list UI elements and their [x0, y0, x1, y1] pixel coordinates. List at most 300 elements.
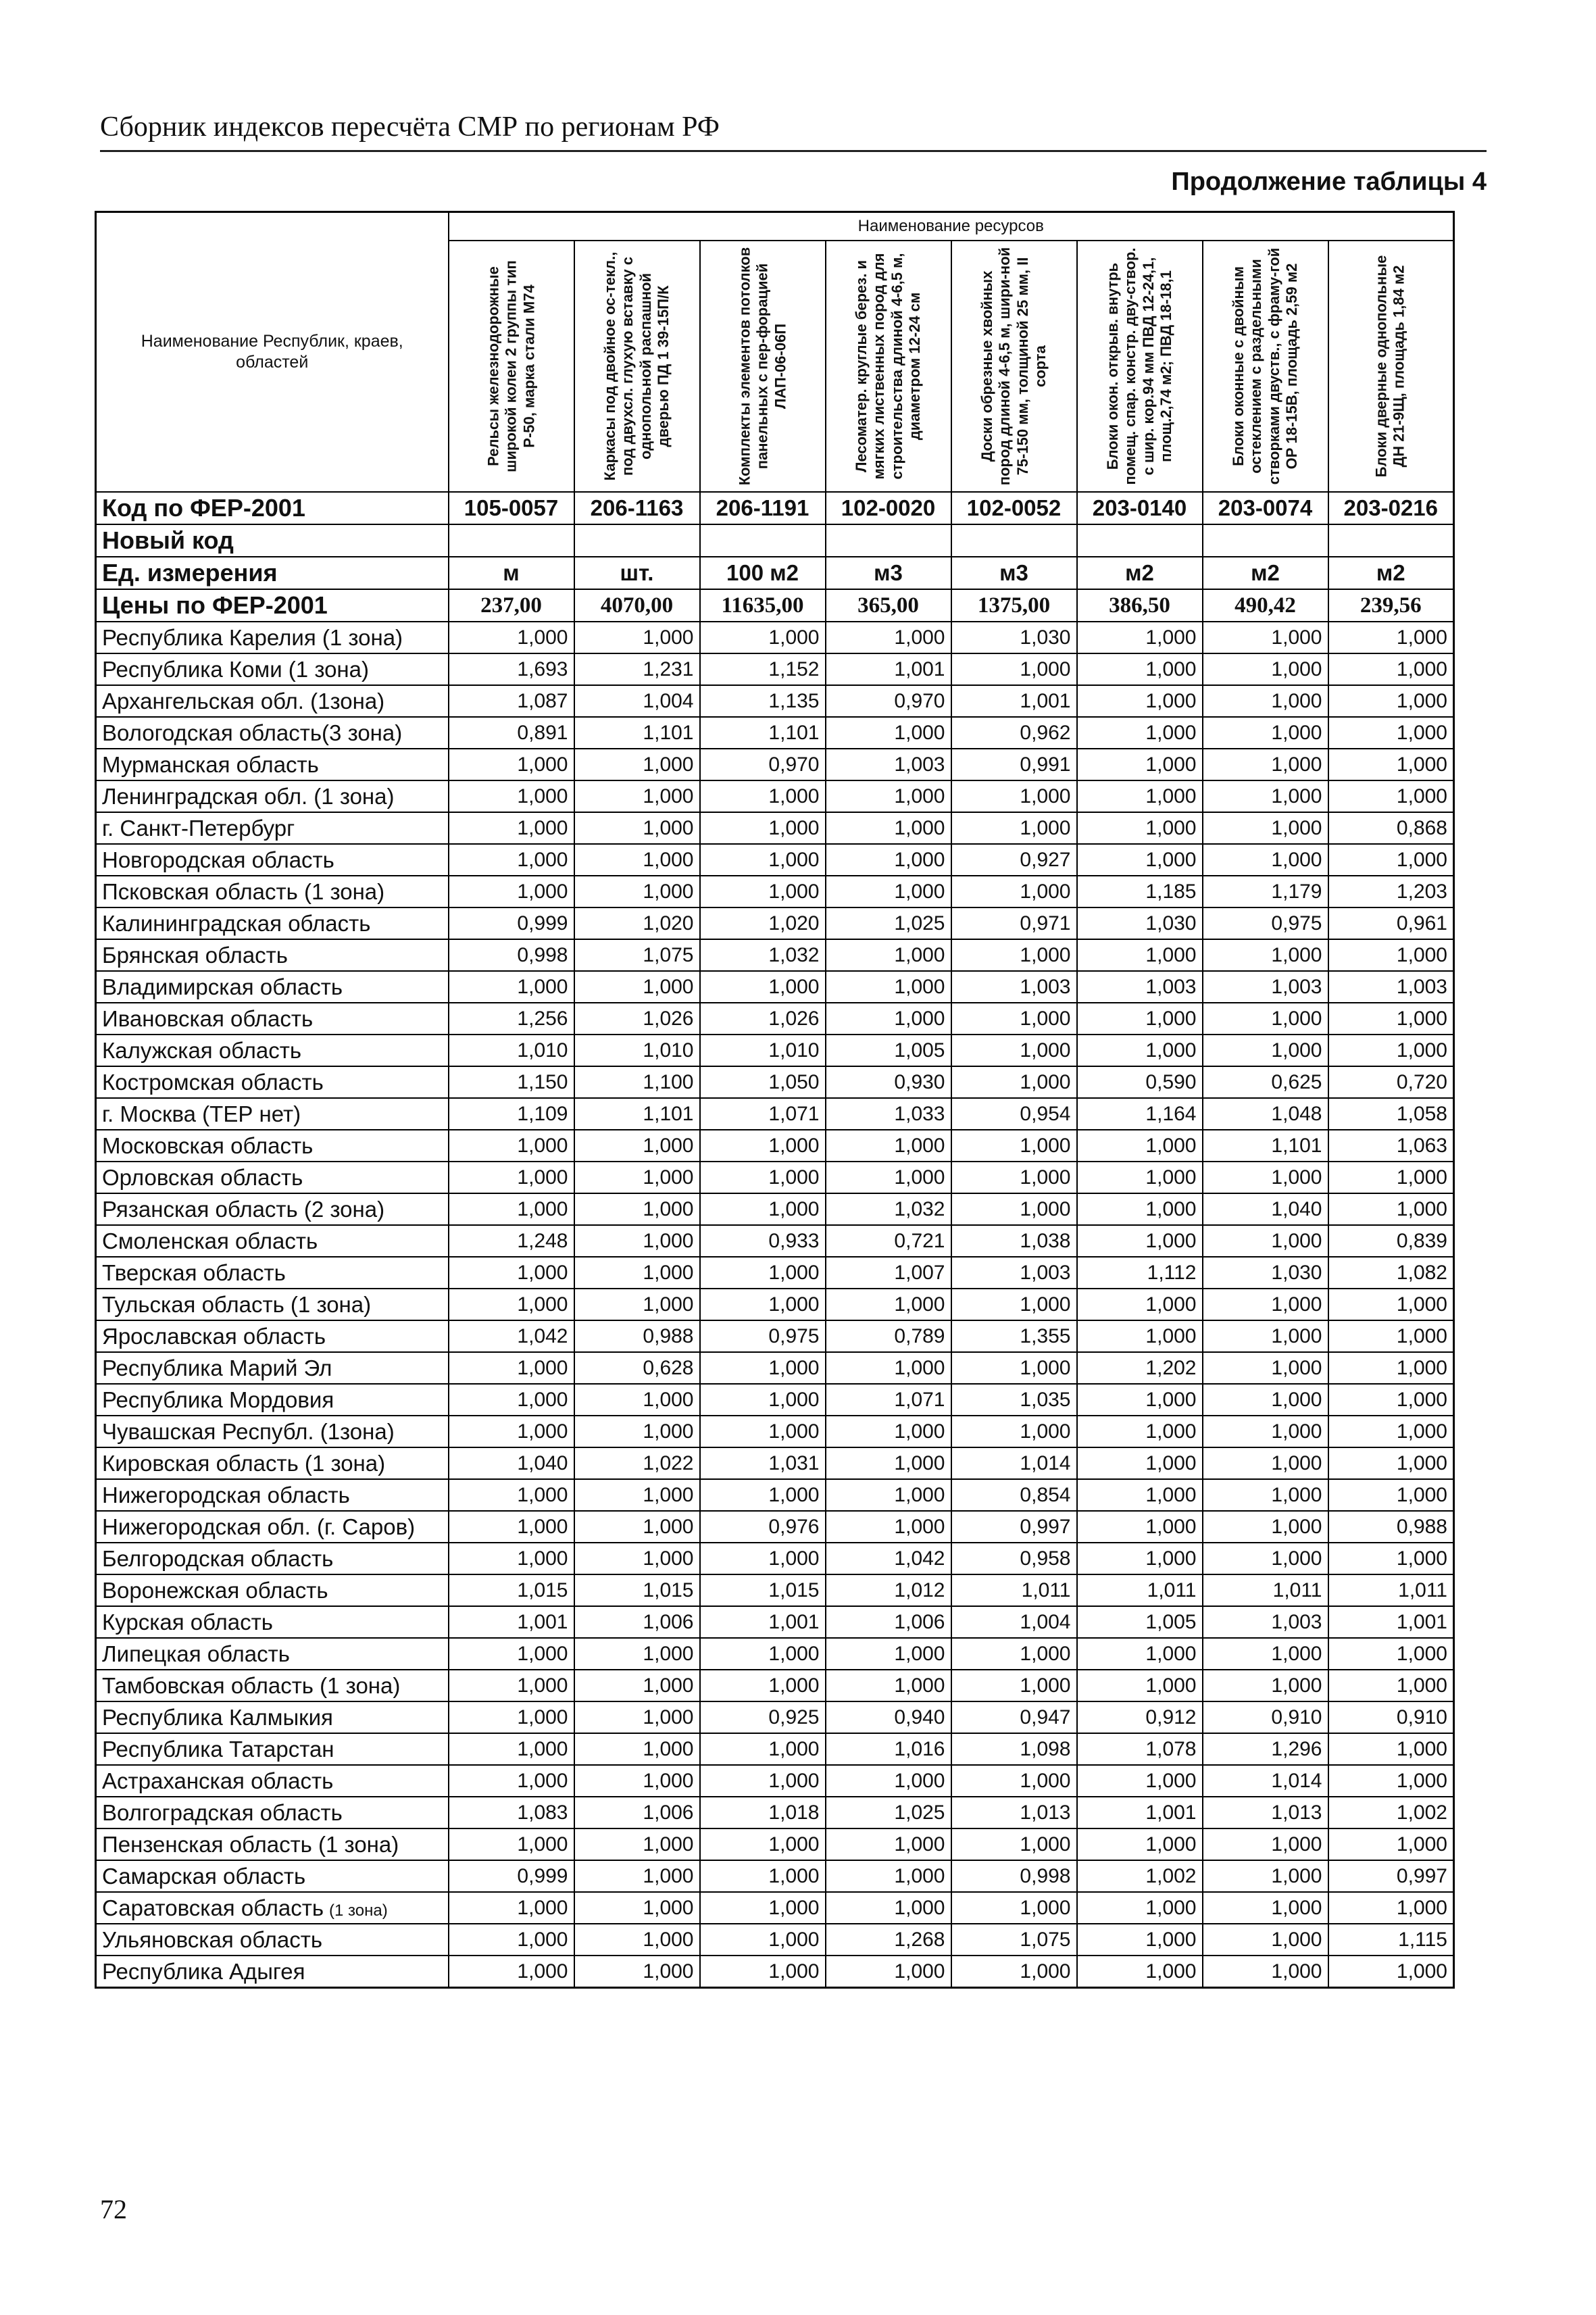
index-cell: 1,000 [1077, 1225, 1203, 1257]
index-cell: 1,000 [700, 1828, 826, 1860]
meta-cell: м2 [1328, 557, 1454, 589]
index-cell: 0,947 [951, 1701, 1077, 1733]
meta-cell [951, 524, 1077, 557]
index-cell: 1,013 [951, 1797, 1077, 1828]
meta-cell: м2 [1077, 557, 1203, 589]
index-cell: 0,999 [449, 907, 574, 939]
index-cell: 0,971 [951, 907, 1077, 939]
table-row [96, 685, 1454, 717]
index-cell: 1,000 [1328, 1956, 1454, 1988]
table-row [96, 622, 1454, 653]
region-name [96, 1416, 449, 1447]
table-row [96, 1828, 1454, 1860]
index-cell: 1,000 [1077, 685, 1203, 717]
region-name-text: Псковская область (1 зона) [102, 878, 385, 904]
index-cell: 1,007 [826, 1257, 951, 1289]
index-cell: 1,256 [449, 1003, 574, 1035]
meta-row-label: Цены по ФЕР-2001 [96, 589, 449, 622]
index-cell: 1,000 [1077, 1765, 1203, 1797]
index-cell: 1,000 [1203, 717, 1328, 749]
index-cell: 1,000 [951, 1828, 1077, 1860]
index-cell: 1,000 [1203, 1638, 1328, 1670]
region-name-text: Вологодская область(3 зона) [102, 720, 403, 745]
index-cell: 1,000 [1328, 1670, 1454, 1701]
index-cell: 1,000 [1077, 1956, 1203, 1988]
index-cell: 0,940 [826, 1701, 951, 1733]
index-cell: 1,000 [700, 1892, 826, 1924]
index-cell: 1,000 [1328, 622, 1454, 653]
region-name-text: Липецкая область [102, 1641, 290, 1666]
index-cell: 1,000 [826, 1447, 951, 1479]
index-cell: 1,083 [449, 1797, 574, 1828]
index-cell: 1,000 [951, 1193, 1077, 1225]
index-cell: 1,000 [951, 812, 1077, 844]
index-cell: 0,910 [1203, 1701, 1328, 1733]
index-cell: 1,000 [1077, 1416, 1203, 1447]
index-cell: 1,000 [700, 1924, 826, 1956]
table-row [96, 1701, 1454, 1733]
index-cell: 1,002 [1077, 1860, 1203, 1892]
index-cell: 1,014 [1203, 1765, 1328, 1797]
index-cell: 1,000 [574, 1924, 700, 1956]
index-cell: 1,011 [1203, 1574, 1328, 1606]
region-name-text: Республика Татарстан [102, 1736, 334, 1762]
table-row [96, 876, 1454, 907]
meta-cell: 237,00 [449, 589, 574, 622]
index-cell: 1,296 [1203, 1733, 1328, 1765]
index-cell: 1,000 [574, 1225, 700, 1257]
index-cell: 1,020 [700, 907, 826, 939]
index-cell: 0,933 [700, 1225, 826, 1257]
region-name-text: Ульяновская область [102, 1926, 323, 1952]
index-cell: 1,000 [1203, 1352, 1328, 1384]
index-cell: 1,042 [826, 1543, 951, 1574]
index-cell: 1,000 [1328, 1003, 1454, 1035]
index-cell: 0,912 [1077, 1701, 1203, 1733]
index-cell: 0,970 [700, 749, 826, 780]
index-cell: 1,006 [574, 1797, 700, 1828]
region-name [96, 1479, 449, 1511]
table-row [96, 1447, 1454, 1479]
region-name-text: Новгородская область [102, 847, 334, 872]
region-name [96, 1225, 449, 1257]
resource-name-text: Каркасы под двойное ос-текл., под двухсл. глухую вставку с однопольной распашной дверью ПД 1 39-15П/К [601, 251, 672, 481]
index-cell: 1,000 [700, 1733, 826, 1765]
index-cell: 1,000 [1203, 1828, 1328, 1860]
index-cell: 1,000 [1077, 1638, 1203, 1670]
index-cell: 1,000 [449, 622, 574, 653]
index-cell: 1,000 [700, 1289, 826, 1320]
meta-cell: м3 [826, 557, 951, 589]
region-name-text: Калужская область [102, 1037, 302, 1063]
region-name-text: Республика Мордовия [102, 1387, 334, 1412]
index-cell: 1,000 [1203, 1892, 1328, 1924]
index-cell: 1,040 [449, 1447, 574, 1479]
meta-cell: 490,42 [1203, 589, 1328, 622]
index-cell: 1,000 [574, 1765, 700, 1797]
table-row [96, 1289, 1454, 1320]
index-cell: 1,000 [700, 622, 826, 653]
header-rule [100, 150, 1487, 152]
index-cell: 1,003 [1328, 971, 1454, 1003]
index-cell: 1,101 [1203, 1130, 1328, 1162]
resource-name-3 [700, 241, 826, 492]
index-cell: 0,998 [449, 939, 574, 971]
region-name-text: Тульская область (1 зона) [102, 1291, 372, 1317]
region-name [96, 1384, 449, 1416]
index-cell: 1,135 [700, 685, 826, 717]
index-cell: 1,000 [449, 1733, 574, 1765]
index-cell: 1,001 [1077, 1797, 1203, 1828]
resource-name-5 [951, 241, 1077, 492]
table-row [96, 1765, 1454, 1797]
index-cell: 1,100 [574, 1066, 700, 1098]
table-row [96, 780, 1454, 812]
index-cell: 1,179 [1203, 876, 1328, 907]
index-cell: 1,000 [1203, 1416, 1328, 1447]
region-name [96, 1320, 449, 1352]
region-name [96, 1543, 449, 1574]
index-cell: 1,000 [1203, 1162, 1328, 1193]
corner-label: Наименование Республик, краев, областей [96, 212, 449, 493]
table-row [96, 1193, 1454, 1225]
table-row [96, 1003, 1454, 1035]
table-row [96, 1384, 1454, 1416]
table-row [96, 1574, 1454, 1606]
resource-name-6 [1077, 241, 1203, 492]
region-name [96, 1352, 449, 1384]
index-cell: 1,015 [574, 1574, 700, 1606]
index-cell: 1,012 [826, 1574, 951, 1606]
index-cell: 1,000 [951, 1956, 1077, 1988]
index-cell: 1,000 [574, 1384, 700, 1416]
index-cell: 1,000 [700, 1162, 826, 1193]
index-cell: 1,003 [1203, 1606, 1328, 1638]
index-cell: 1,000 [951, 1670, 1077, 1701]
index-cell: 0,839 [1328, 1225, 1454, 1257]
resource-name-text: Лесоматер. круглые берез. и мягких лиственных пород для строительства длиной 4-6,5 м, диаметром 12-24 см [852, 253, 923, 480]
index-cell: 1,000 [700, 844, 826, 876]
index-cell: 1,000 [1203, 812, 1328, 844]
region-name-text: Республика Калмыкия [102, 1704, 333, 1730]
index-cell: 1,000 [951, 1130, 1077, 1162]
index-cell: 0,998 [951, 1860, 1077, 1892]
table-head [96, 212, 1454, 493]
index-cell: 0,927 [951, 844, 1077, 876]
table-row [96, 1733, 1454, 1765]
region-name-text: Республика Коми (1 зона) [102, 656, 370, 682]
index-cell: 1,001 [1328, 1606, 1454, 1638]
table-row [96, 1225, 1454, 1257]
region-name-text: Московская область [102, 1132, 314, 1158]
index-cell: 1,000 [826, 780, 951, 812]
index-cell: 1,000 [574, 1257, 700, 1289]
index-cell: 1,268 [826, 1924, 951, 1956]
region-name-text: Республика Адыгея [102, 1958, 305, 1984]
index-cell: 1,003 [1203, 971, 1328, 1003]
region-name [96, 939, 449, 971]
meta-row-label: Новый код [96, 524, 449, 557]
region-name-text: Орловская область [102, 1164, 303, 1190]
index-cell: 1,030 [1077, 907, 1203, 939]
index-cell: 1,000 [826, 1162, 951, 1193]
region-name [96, 876, 449, 907]
index-cell: 1,000 [449, 1956, 574, 1988]
index-cell: 1,098 [951, 1733, 1077, 1765]
index-cell: 1,248 [449, 1225, 574, 1257]
index-cell: 1,000 [951, 1003, 1077, 1035]
index-cell: 1,000 [449, 876, 574, 907]
region-name [96, 1098, 449, 1130]
index-cell: 1,000 [1328, 653, 1454, 685]
meta-cell: 105-0057 [449, 492, 574, 524]
meta-cell: 206-1191 [700, 492, 826, 524]
region-name-text: г. Санкт-Петербург [102, 815, 295, 841]
region-name-text: Костромская область [102, 1069, 324, 1095]
page-number: 72 [100, 2194, 127, 2224]
meta-row-label: Ед. измерения [96, 557, 449, 589]
region-name-text: Нижегородская обл. (г. Саров) [102, 1514, 416, 1539]
index-cell: 1,000 [826, 1003, 951, 1035]
index-cell: 1,000 [574, 1162, 700, 1193]
index-cell: 0,988 [1328, 1511, 1454, 1543]
index-cell: 1,000 [1203, 1860, 1328, 1892]
index-cell: 1,000 [1328, 1638, 1454, 1670]
index-cell: 1,033 [826, 1098, 951, 1130]
index-cell: 1,000 [1203, 622, 1328, 653]
index-cell: 1,000 [700, 1193, 826, 1225]
index-cell: 1,000 [1203, 844, 1328, 876]
index-cell: 1,000 [574, 1828, 700, 1860]
region-name [96, 1289, 449, 1320]
index-cell: 1,000 [449, 1257, 574, 1289]
index-cell: 1,112 [1077, 1257, 1203, 1289]
resource-name-text: Блоки оконные с двойным остеклением с раздельными створками двуств., с фраму-гой ОР 18-15В, площадь 2,59 м2 [1229, 247, 1300, 485]
index-cell: 1,000 [1328, 1384, 1454, 1416]
resource-group-label: Наименование ресурсов [449, 212, 1454, 241]
meta-cell [1077, 524, 1203, 557]
index-cell: 1,000 [574, 1638, 700, 1670]
table-row [96, 1670, 1454, 1701]
fer-code-row [96, 492, 1454, 524]
unit-row [96, 557, 1454, 589]
index-cell: 1,000 [951, 780, 1077, 812]
index-cell: 0,954 [951, 1098, 1077, 1130]
region-name [96, 622, 449, 653]
meta-cell: 203-0216 [1328, 492, 1454, 524]
table-row [96, 749, 1454, 780]
index-cell: 0,958 [951, 1543, 1077, 1574]
index-cell: 1,000 [826, 876, 951, 907]
index-cell: 1,000 [1077, 939, 1203, 971]
index-cell: 1,000 [574, 1892, 700, 1924]
meta-cell [449, 524, 574, 557]
meta-cell [1203, 524, 1328, 557]
index-cell: 1,000 [1203, 1670, 1328, 1701]
index-cell: 1,048 [1203, 1098, 1328, 1130]
index-cell: 1,000 [1077, 1828, 1203, 1860]
index-cell: 1,000 [574, 844, 700, 876]
region-name-text: Ивановская область [102, 1005, 314, 1031]
index-cell: 1,000 [826, 812, 951, 844]
index-cell: 1,004 [951, 1606, 1077, 1638]
index-cell: 0,975 [1203, 907, 1328, 939]
index-cell: 1,000 [1077, 1289, 1203, 1320]
index-cell: 1,231 [574, 653, 700, 685]
table-row [96, 717, 1454, 749]
index-cell: 1,000 [449, 1352, 574, 1384]
index-cell: 1,002 [1328, 1797, 1454, 1828]
resource-name-text: Блоки дверные однопольные ДН 21-9Щ, площадь 1,84 м2 [1372, 255, 1408, 478]
table-row [96, 1130, 1454, 1162]
index-cell: 1,071 [700, 1098, 826, 1130]
table-continuation-title: Продолжение таблицы 4 [1171, 168, 1487, 196]
index-cell: 1,000 [1077, 1193, 1203, 1225]
index-cell: 1,000 [700, 812, 826, 844]
index-cell: 0,930 [826, 1066, 951, 1098]
index-cell: 1,010 [449, 1035, 574, 1066]
index-cell: 0,868 [1328, 812, 1454, 844]
region-name-text: Самарская область [102, 1863, 306, 1889]
meta-cell: 102-0020 [826, 492, 951, 524]
index-cell: 1,150 [449, 1066, 574, 1098]
index-cell: 1,078 [1077, 1733, 1203, 1765]
index-cell: 1,011 [1328, 1574, 1454, 1606]
index-cell: 1,030 [1203, 1257, 1328, 1289]
index-cell: 1,000 [1203, 780, 1328, 812]
index-cell: 1,000 [1328, 749, 1454, 780]
index-cell: 1,000 [826, 1638, 951, 1670]
index-cell: 1,000 [951, 1638, 1077, 1670]
index-cell: 1,000 [449, 844, 574, 876]
index-cell: 1,040 [1203, 1193, 1328, 1225]
region-name [96, 1797, 449, 1828]
region-name [96, 1956, 449, 1988]
meta-cell: 203-0074 [1203, 492, 1328, 524]
region-name [96, 1860, 449, 1892]
region-name-text: Ярославская область [102, 1323, 326, 1349]
region-name [96, 971, 449, 1003]
meta-cell: 206-1163 [574, 492, 700, 524]
index-cell: 0,961 [1328, 907, 1454, 939]
index-cell: 1,000 [951, 653, 1077, 685]
index-cell: 0,997 [1328, 1860, 1454, 1892]
index-cell: 0,625 [1203, 1066, 1328, 1098]
index-cell: 1,000 [1328, 1733, 1454, 1765]
index-cell: 0,910 [1328, 1701, 1454, 1733]
index-cell: 0,999 [449, 1860, 574, 1892]
index-cell: 1,000 [1077, 1384, 1203, 1416]
index-cell: 1,010 [700, 1035, 826, 1066]
index-cell: 0,891 [449, 717, 574, 749]
meta-cell: 102-0052 [951, 492, 1077, 524]
index-cell: 1,000 [1203, 1479, 1328, 1511]
index-cell: 1,000 [951, 876, 1077, 907]
index-cell: 1,000 [700, 1130, 826, 1162]
index-cell: 1,000 [449, 971, 574, 1003]
index-cell: 1,000 [826, 1352, 951, 1384]
table-row [96, 1956, 1454, 1988]
index-cell: 1,000 [574, 1733, 700, 1765]
index-cell: 1,010 [574, 1035, 700, 1066]
index-cell: 1,003 [1077, 971, 1203, 1003]
region-name [96, 717, 449, 749]
table-row [96, 1066, 1454, 1098]
index-cell: 1,000 [449, 1892, 574, 1924]
index-cell: 1,087 [449, 685, 574, 717]
index-cell: 1,000 [449, 749, 574, 780]
region-name [96, 1066, 449, 1098]
meta-cell: м2 [1203, 557, 1328, 589]
index-cell: 1,000 [826, 1416, 951, 1447]
index-cell: 1,000 [1203, 939, 1328, 971]
index-cell: 1,000 [449, 1765, 574, 1797]
index-cell: 1,001 [449, 1606, 574, 1638]
region-name-text: Чувашская Республ. (1зона) [102, 1418, 395, 1444]
index-cell: 1,000 [826, 844, 951, 876]
index-cell: 1,000 [1077, 622, 1203, 653]
index-cell: 1,016 [826, 1733, 951, 1765]
index-cell: 0,988 [574, 1320, 700, 1352]
index-cell: 1,032 [826, 1193, 951, 1225]
index-cell: 1,000 [574, 780, 700, 812]
region-name [96, 1130, 449, 1162]
table-row [96, 971, 1454, 1003]
index-cell: 1,000 [574, 1956, 700, 1988]
region-name [96, 1765, 449, 1797]
index-cell: 1,020 [574, 907, 700, 939]
index-cell: 1,000 [1203, 1225, 1328, 1257]
index-cell: 1,000 [574, 622, 700, 653]
index-cell: 1,000 [951, 1289, 1077, 1320]
table-body [96, 492, 1454, 1988]
index-cell: 1,000 [700, 971, 826, 1003]
index-cell: 1,000 [1077, 653, 1203, 685]
index-cell: 1,000 [574, 1701, 700, 1733]
index-cell: 0,721 [826, 1225, 951, 1257]
index-cell: 1,000 [1077, 1003, 1203, 1035]
region-name-text: Архангельская обл. (1зона) [102, 688, 385, 714]
region-name [96, 685, 449, 717]
index-cell: 1,000 [700, 1765, 826, 1797]
meta-cell: 365,00 [826, 589, 951, 622]
index-cell: 1,003 [826, 749, 951, 780]
index-cell: 1,355 [951, 1320, 1077, 1352]
index-cell: 1,000 [449, 1924, 574, 1956]
region-name-text: Волгоградская область [102, 1799, 343, 1825]
region-name-text: Смоленская область [102, 1228, 318, 1253]
region-name [96, 1003, 449, 1035]
index-cell: 0,590 [1077, 1066, 1203, 1098]
index-cell: 1,000 [574, 876, 700, 907]
index-cell: 1,000 [1203, 1003, 1328, 1035]
index-cell: 1,000 [1077, 1320, 1203, 1352]
region-name [96, 1670, 449, 1701]
price-row [96, 589, 1454, 622]
region-name-text: Пензенская область (1 зона) [102, 1831, 399, 1857]
index-cell: 0,975 [700, 1320, 826, 1352]
index-cell: 1,032 [700, 939, 826, 971]
index-cell: 0,997 [951, 1511, 1077, 1543]
region-name-text: Тверская область [102, 1260, 286, 1285]
index-cell: 1,050 [700, 1066, 826, 1098]
index-cell: 1,000 [574, 971, 700, 1003]
index-cell: 1,006 [826, 1606, 951, 1638]
index-cell: 1,000 [700, 1384, 826, 1416]
index-cell: 1,000 [1328, 1543, 1454, 1574]
meta-cell: шт. [574, 557, 700, 589]
region-name [96, 1257, 449, 1289]
